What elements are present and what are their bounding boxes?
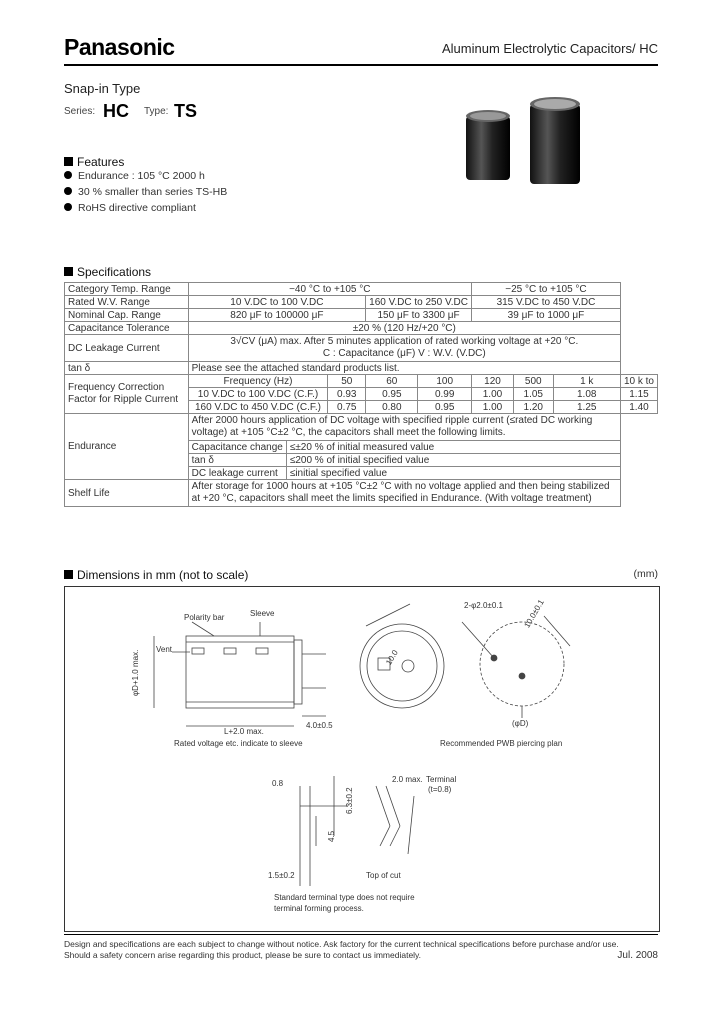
table-cell: 1.08 xyxy=(553,388,620,401)
document-title: Aluminum Electrolytic Capacitors/ HC xyxy=(441,41,658,56)
label-pitch-10: 10.0 xyxy=(384,648,400,667)
dc-leak-line2: C : Capacitance (μF) V : W.V. (V.DC) xyxy=(322,348,486,359)
product-type-name: Snap-in Type xyxy=(64,81,141,96)
table-cell: 60 xyxy=(366,375,418,388)
footer-disclaimer xyxy=(64,939,619,961)
series-value: HC xyxy=(103,101,129,121)
table-cell: −25 °C to +105 °C xyxy=(471,283,620,296)
terminal-note-1: Standard terminal type does not require xyxy=(274,893,415,902)
table-row xyxy=(65,375,658,388)
list-item xyxy=(64,184,227,200)
table-row xyxy=(65,296,658,309)
bullet-icon xyxy=(64,187,72,195)
table-cell: 1.05 xyxy=(514,388,553,401)
document-date: Jul. 2008 xyxy=(617,950,658,961)
table-cell: 0.95 xyxy=(418,401,471,414)
brand-logo: Panasonic xyxy=(64,34,175,60)
table-row xyxy=(65,309,658,322)
row-label: Shelf Life xyxy=(65,480,189,507)
table-cell: 150 μF to 3300 μF xyxy=(366,309,472,322)
row-label xyxy=(65,375,189,414)
table-cell: 500 xyxy=(514,375,553,388)
row-label: Capacitance Tolerance xyxy=(65,322,189,335)
table-cell: ≤200 % of initial specified value xyxy=(286,454,620,467)
table-cell: 0.93 xyxy=(328,388,366,401)
table-cell: 315 V.DC to 450 V.DC xyxy=(471,296,620,309)
table-cell: 10 k to xyxy=(620,375,657,388)
label-lead-length: 4.0±0.5 xyxy=(306,721,333,730)
label-polarity-bar: Polarity bar xyxy=(184,613,225,622)
type-value: TS xyxy=(174,101,198,121)
table-cell: Please see the attached standard products list. xyxy=(188,362,620,375)
label-phiD: (φD) xyxy=(512,719,529,728)
table-cell: 39 μF to 1000 μF xyxy=(471,309,620,322)
heading-square-icon xyxy=(64,157,73,166)
table-row xyxy=(65,480,658,507)
label-terminal-width: 0.8 xyxy=(272,779,284,788)
label-top-of-cut: Top of cut xyxy=(366,871,401,880)
type-label: Type: xyxy=(144,106,169,117)
table-cell: 1.40 xyxy=(620,401,657,414)
label-terminal-base: 1.5±0.2 xyxy=(268,871,295,880)
dimension-drawing xyxy=(64,586,658,930)
table-cell: 1 k xyxy=(553,375,620,388)
table-cell: Capacitance change xyxy=(188,441,286,454)
table-row xyxy=(65,335,658,362)
table-cell: 0.95 xyxy=(366,388,418,401)
specs-heading xyxy=(64,265,151,279)
table-row xyxy=(65,322,658,335)
freq-label-line2: Factor for Ripple Current xyxy=(68,394,179,405)
row-label: tan δ xyxy=(65,362,189,375)
table-cell: 820 μF to 100000 μF xyxy=(188,309,366,322)
table-cell: 160 V.DC to 450 V.DC (C.F.) xyxy=(188,401,328,414)
table-cell: 1.00 xyxy=(471,388,513,401)
row-label: Endurance xyxy=(65,414,189,480)
series-label: Series: xyxy=(64,106,96,117)
feature-text: RoHS directive compliant xyxy=(78,202,196,214)
caption-right: Recommended PWB piercing plan xyxy=(440,739,563,748)
table-row xyxy=(65,414,658,441)
table-cell: 0.80 xyxy=(366,401,418,414)
row-label: Category Temp. Range xyxy=(65,283,189,296)
table-row xyxy=(65,283,658,296)
bullet-icon xyxy=(64,171,72,179)
row-label: Rated W.V. Range xyxy=(65,296,189,309)
label-length: L+2.0 max. xyxy=(224,727,264,736)
table-cell: ±20 % (120 Hz/+20 °C) xyxy=(188,322,620,335)
table-cell: 1.20 xyxy=(514,401,553,414)
dimensions-heading-text: Dimensions in mm (not to scale) xyxy=(77,568,249,582)
row-label: Nominal Cap. Range xyxy=(65,309,189,322)
list-item xyxy=(64,168,227,184)
caption-left: Rated voltage etc. indicate to sleeve xyxy=(174,739,303,748)
bullet-icon xyxy=(64,203,72,211)
label-terminal-max: 2.0 max. xyxy=(392,775,423,784)
label-terminal-mid: 4.5 xyxy=(327,830,336,842)
terminal-note-2: terminal forming process. xyxy=(274,904,364,913)
row-label: DC Leakage Current xyxy=(65,335,189,362)
footer-rule xyxy=(64,934,658,935)
spec-table xyxy=(64,282,658,507)
features-heading-text: Features xyxy=(77,155,125,169)
table-cell: 10 V.DC to 100 V.DC xyxy=(188,296,366,309)
pwb-pattern-circle xyxy=(480,622,564,706)
table-cell: −40 °C to +105 °C xyxy=(188,283,471,296)
capacitor-photo xyxy=(450,94,610,194)
dimensions-heading xyxy=(64,568,248,582)
label-terminal-thickness: (t=0.8) xyxy=(428,785,452,794)
table-cell: 0.75 xyxy=(328,401,366,414)
table-cell: 10 V.DC to 100 V.DC (C.F.) xyxy=(188,388,328,401)
table-cell: ≤initial specified value xyxy=(286,467,620,480)
disclaimer-line1: Design and specifications are each subject to change without notice. Ask factory for the current technical specifications before purchase and/or use. xyxy=(64,939,619,949)
table-cell: Frequency (Hz) xyxy=(188,375,328,388)
list-item xyxy=(64,200,227,216)
label-vent: Vent xyxy=(156,645,173,654)
feature-text: Endurance : 105 °C 2000 h xyxy=(78,170,205,182)
header-rule xyxy=(64,64,658,66)
table-cell: 1.25 xyxy=(553,401,620,414)
table-cell: After 2000 hours application of DC voltage with specified ripple current (≤rated DC working voltage) at +105 °C±2 °C, the capacitors shall meet the following limits. xyxy=(188,414,620,441)
label-diameter: φD+1.0 max. xyxy=(131,649,140,696)
table-cell: 1.15 xyxy=(620,388,657,401)
table-cell xyxy=(188,335,620,362)
table-cell: 100 xyxy=(418,375,471,388)
table-cell: tan δ xyxy=(188,454,286,467)
features-list xyxy=(64,168,227,216)
table-row xyxy=(65,362,658,375)
specs-heading-text: Specifications xyxy=(77,265,152,279)
feature-text: 30 % smaller than series TS-HB xyxy=(78,186,228,198)
unit-label: (mm) xyxy=(633,568,658,580)
table-cell: ≤±20 % of initial measured value xyxy=(286,441,620,454)
table-cell: 1.00 xyxy=(471,401,513,414)
table-cell: After storage for 1000 hours at +105 °C±2 °C with no voltage applied and then being stabilized at +20 °C, capacitors shall meet the limits specified in Endurance. (With voltage treatment) xyxy=(188,480,620,507)
freq-label-line1: Frequency Correction xyxy=(68,382,165,393)
table-cell: 160 V.DC to 250 V.DC xyxy=(366,296,472,309)
features-heading xyxy=(64,155,124,169)
heading-square-icon xyxy=(64,570,73,579)
label-hole: 2-φ2.0±0.1 xyxy=(464,601,503,610)
dc-leak-line1: 3√CV (μA) max. After 5 minutes application of rated working voltage at +20 °C. xyxy=(230,336,579,347)
label-sleeve: Sleeve xyxy=(250,609,275,618)
label-pitch: 10.0±0.1 xyxy=(522,597,546,630)
table-cell: 50 xyxy=(328,375,366,388)
table-cell: 0.99 xyxy=(418,388,471,401)
table-cell: DC leakage current xyxy=(188,467,286,480)
disclaimer-line2: Should a safety concern arise regarding this product, please be sure to contact us immediately. xyxy=(64,950,422,960)
label-terminal: Terminal xyxy=(426,775,457,784)
capacitor-side-body xyxy=(186,636,294,708)
heading-square-icon xyxy=(64,267,73,276)
label-terminal-height: 6.3±0.2 xyxy=(345,787,354,814)
table-cell: 120 xyxy=(471,375,513,388)
